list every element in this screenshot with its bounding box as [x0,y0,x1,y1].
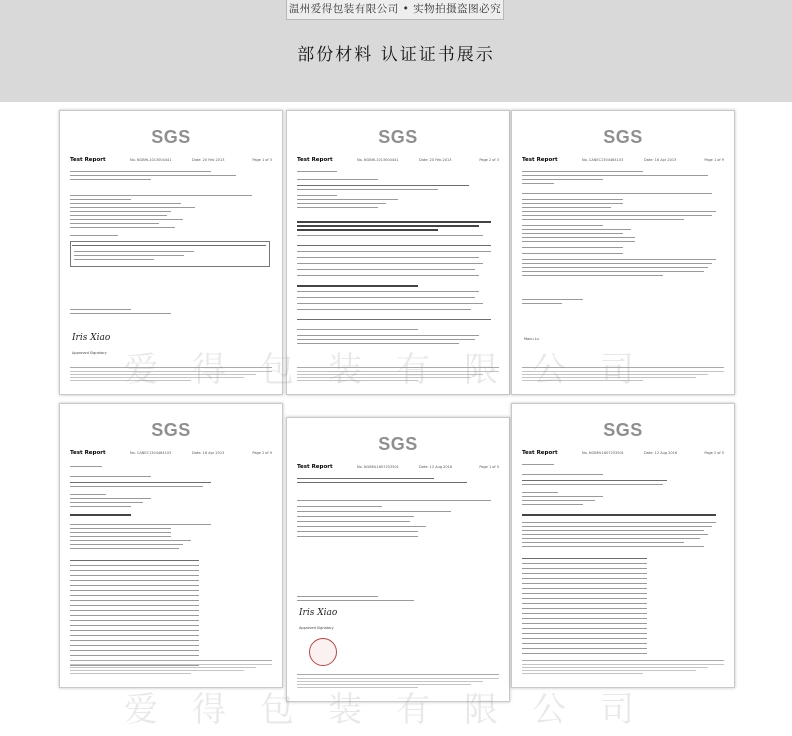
report-header [522,155,724,165]
report-number: No. NGBHL1013004441 [130,158,172,162]
signature: Iris Xiao [299,608,338,618]
report-number: No. CANEC1304484103 [130,451,172,455]
certificate-6[interactable] [511,403,735,688]
report-date: Date: 20 Feb 2013 [192,158,225,162]
sgs-logo: SGS [378,127,418,147]
report-date: Date: 12 Aug 2016 [419,465,453,469]
report-page: Page 1 of 3 [252,158,272,162]
report-footer [297,367,499,386]
report-title: Test Report [297,464,333,470]
certificate-1[interactable] [59,110,283,395]
report-body [522,169,724,364]
report-footer [522,660,724,679]
report-title: Test Report [297,157,333,163]
sgs-logo: SGS [603,127,643,147]
signature: Iris Xiao [72,333,111,343]
report-footer [70,660,272,679]
report-number: No. CANEC1304484103 [582,158,624,162]
seal-stamp [309,638,337,666]
report-number: No. NGBML1607253501 [357,465,399,469]
report-header [70,155,272,165]
report-header [297,155,499,165]
section-title: 部份材料 认证证书展示 [297,45,495,65]
report-header [522,448,724,458]
report-page: Page 2 of 5 [704,451,724,455]
report-footer [522,367,724,386]
certificate-2[interactable] [286,110,510,395]
certificate-5[interactable] [286,417,510,702]
report-page: Page 1 of 5 [479,465,499,469]
report-header [297,462,499,472]
report-title: Test Report [70,450,106,456]
report-title: Test Report [522,157,558,163]
report-page: Page 1 of 9 [704,158,724,162]
report-body [70,462,272,657]
header-band [0,0,792,102]
certificate-gallery [0,102,792,736]
sgs-logo: SGS [151,420,191,440]
report-date: Date: 12 Aug 2016 [644,451,678,455]
report-date: Date: 16 Apr 2013 [192,451,225,455]
company-banner: 温州爱得包装有限公司 • 实物拍摄盗图必究 [286,0,504,20]
certificate-4[interactable] [59,403,283,688]
signatory-caption: Manu Lu [524,337,539,341]
report-page: Page 2 of 9 [252,451,272,455]
signatory-caption: Approved Signatory [299,626,334,630]
sgs-logo: SGS [151,127,191,147]
report-body [522,462,724,657]
report-number: No. NGBHL1013004441 [357,158,399,162]
sgs-logo: SGS [378,434,418,454]
sgs-logo: SGS [603,420,643,440]
report-date: Date: 16 Apr 2013 [644,158,677,162]
report-footer [70,367,272,386]
report-date: Date: 20 Feb 2013 [419,158,452,162]
watermark: 爱得包装有限公司 [124,350,668,390]
report-title: Test Report [522,450,558,456]
report-title: Test Report [70,157,106,163]
report-header [70,448,272,458]
signatory-caption: Approved Signatory [72,351,107,355]
report-body [297,169,499,364]
report-number: No. NGBML1607253501 [582,451,624,455]
report-footer [297,674,499,693]
certificate-3[interactable] [511,110,735,395]
report-page: Page 2 of 3 [479,158,499,162]
watermark: 爱得包装有限公司 [124,690,668,730]
